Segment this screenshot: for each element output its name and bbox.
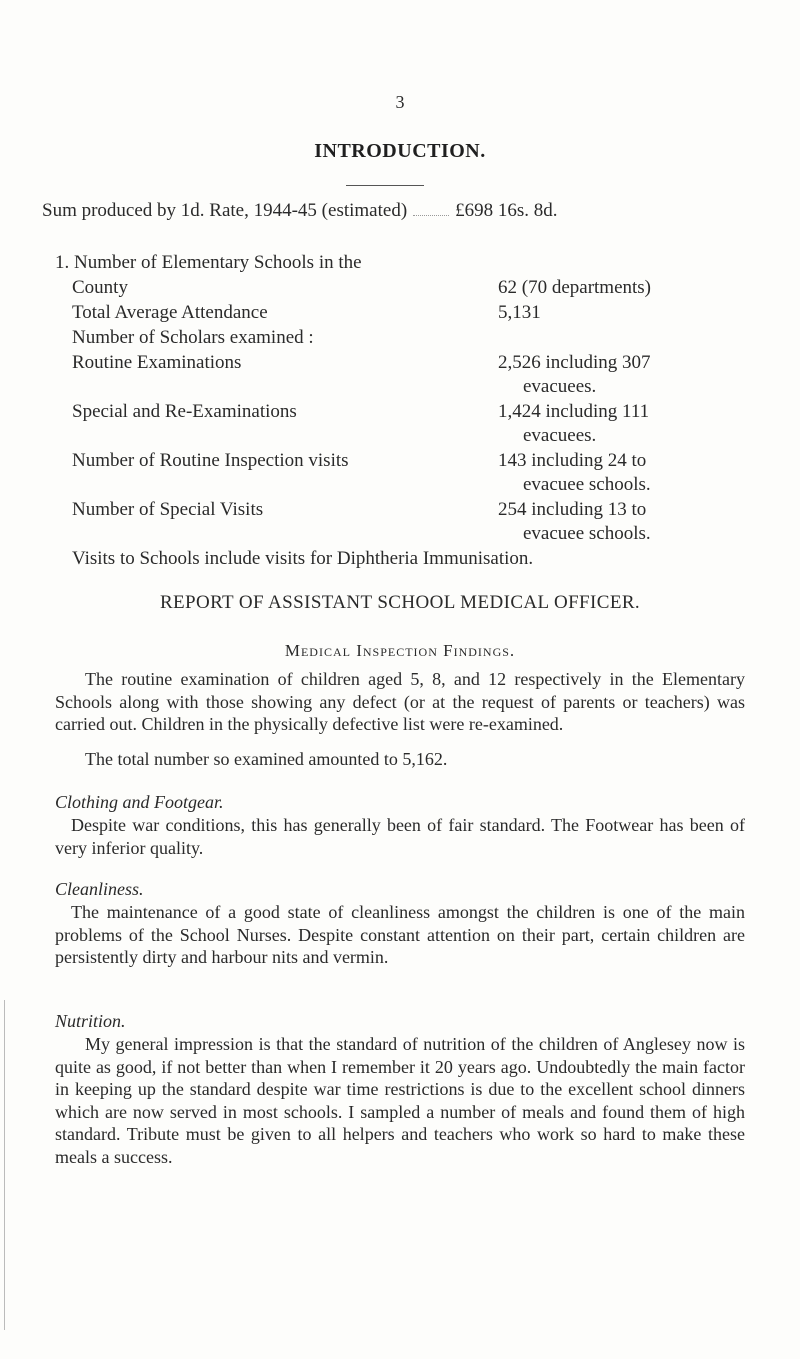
inspection-value-1: 143 including 24 to [498,450,647,471]
report-subtitle: Medical Inspection Findings. [284,641,516,660]
special-visits-value-1: 254 including 13 to [498,499,647,520]
cleanliness-text: The maintenance of a good state of cleanliness amongst the children is one of the main problems of the School Nurses. Despite constant attention on their part, certain children are persistently dirty and harbour nits and vermin. [55,902,745,967]
total-paragraph-text: The total number so examined amounted to 5,162. [85,749,448,769]
routine-value-2: evacuees. [523,376,597,397]
special-visits-label: Number of Special Visits [72,499,264,520]
intro-paragraph-text: The routine examination of children aged 5, 8, and 12 respectively in the Elementary Schools along with those showing any defect (or at the request of parents or teachers) was carried out. Children in the physically defective list were re-examined. [55,669,745,734]
title-divider [346,185,424,186]
schools-label-1: 1. Number of Elementary Schools in the [55,252,362,273]
cleanliness-paragraph [55,901,745,969]
cleanliness-heading: Cleanliness. [55,879,144,899]
nutrition-paragraph [55,1033,745,1168]
scholars-label: Number of Scholars examined : [72,327,314,348]
total-paragraph [55,748,745,771]
clothing-paragraph [55,814,745,859]
inspection-value-2: evacuee schools. [523,474,651,495]
visits-note: Visits to Schools include visits for Diphtheria Immunisation. [72,548,534,569]
sum-value: £698 16s. 8d. [455,200,558,221]
page-number: 3 [395,92,405,112]
attendance-label: Total Average Attendance [72,302,268,323]
special-value-2: evacuees. [523,425,597,446]
clothing-text: Despite war conditions, this has generally been of fair standard. The Footwear has been of very inferior quality. [55,815,745,858]
dot-leader [413,215,449,216]
nutrition-heading: Nutrition. [55,1011,126,1031]
sum-produced-line [42,200,558,222]
schools-value: 62 (70 departments) [498,277,652,298]
special-visits-value-2: evacuee schools. [523,523,651,544]
inspection-label: Number of Routine Inspection visits [72,450,349,471]
special-value-1: 1,424 including 111 [498,401,650,422]
schools-label-2: County [72,277,128,298]
special-label: Special and Re-Examinations [72,401,297,422]
attendance-value: 5,131 [498,302,541,323]
routine-label: Routine Examinations [72,352,242,373]
nutrition-text: My general impression is that the standard of nutrition of the children of Anglesey now is quite as good, if not better than when I remember it 20 years ago. Undoubtedly the main factor in keeping up the standard despite war time restrictions is due to the excellent school dinners which are now served in most schools. I sampled a number of meals and found them of high standard. Tribute must be given to all helpers and teachers who work so hard to make these meals a success. [55,1034,745,1167]
page-title: INTRODUCTION. [314,140,486,162]
sum-label: Sum produced by 1d. Rate, 1944-45 (estimated) [42,200,408,221]
intro-paragraph [55,668,745,736]
clothing-heading: Clothing and Footgear. [55,792,224,812]
routine-value-1: 2,526 including 307 [498,352,651,373]
page-edge-shadow [4,1000,5,1330]
report-title: REPORT OF ASSISTANT SCHOOL MEDICAL OFFICER. [159,592,641,613]
